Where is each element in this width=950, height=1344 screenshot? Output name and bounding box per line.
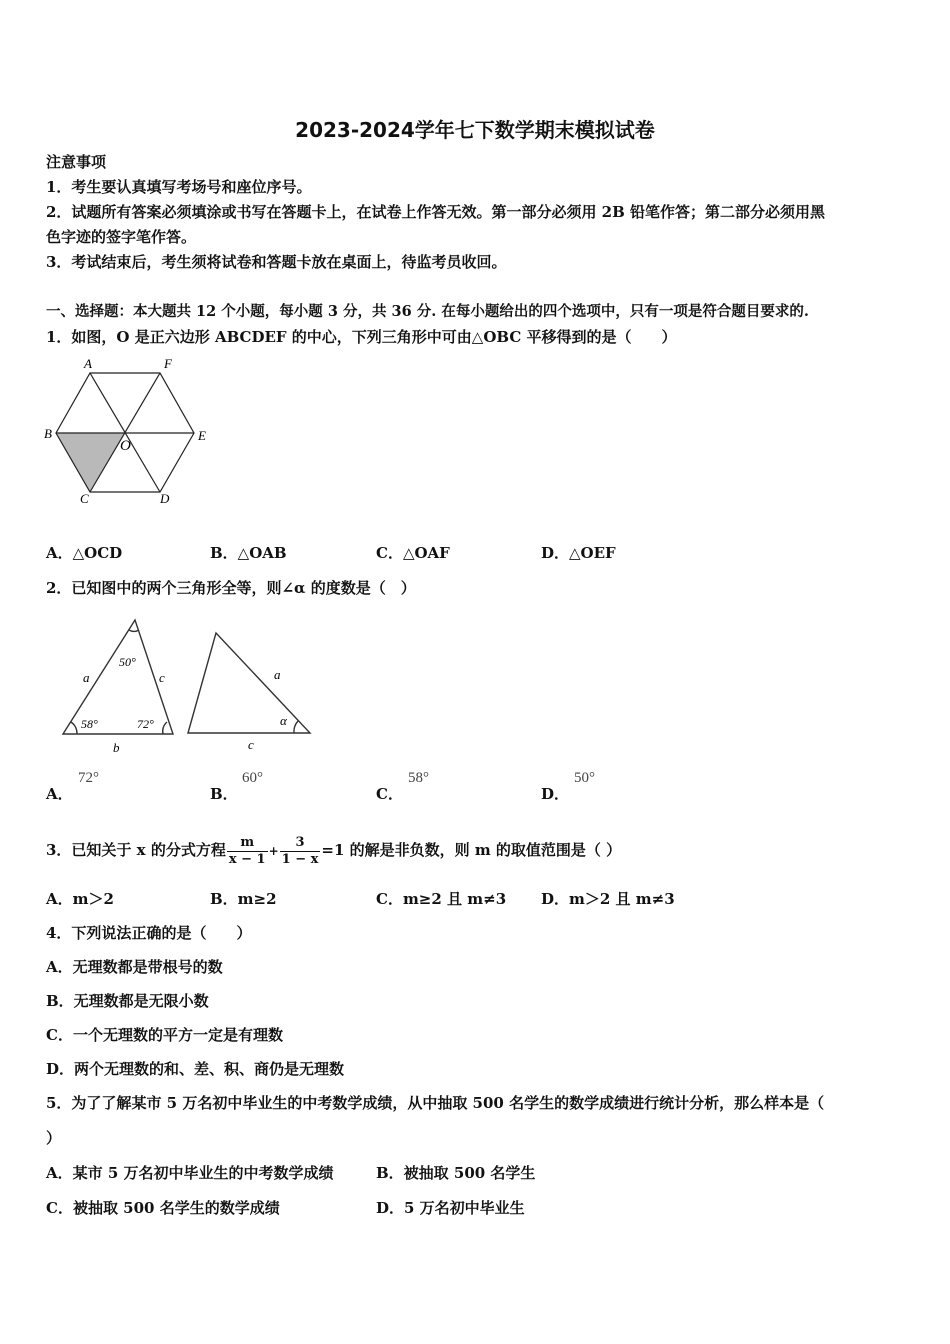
q4-option-d: D．两个无理数的和、差、积、商仍是无理数	[46, 1060, 345, 1078]
q5-stem-end: ）	[46, 1129, 62, 1147]
q2-stem: 2．已知图中的两个三角形全等，则∠α 的度数是（ ）	[46, 579, 416, 597]
q2-value-a: 72°	[78, 770, 99, 786]
label-f: F	[164, 356, 172, 371]
q2-value-d: 50°	[574, 770, 595, 786]
fig1-angle-top: 50°	[119, 655, 136, 669]
fig2-side-c: c	[248, 737, 254, 752]
q5-option-c: C．被抽取 500 名学生的数学成绩	[46, 1199, 280, 1217]
label-d: D	[160, 491, 170, 506]
q1-stem: 1．如图，O 是正六边形 ABCDEF 的中心，下列三角形中可由△OBC 平移得到的是（ ）	[46, 328, 677, 346]
label-b: B	[44, 426, 52, 441]
q2-option-d: D．	[541, 785, 570, 803]
fig1-side-a: a	[83, 670, 90, 685]
label-e: E	[198, 428, 206, 443]
fig2-side-a: a	[274, 667, 281, 682]
hexagon-figure	[42, 355, 220, 510]
page-title: 2023-2024学年七下数学期末模拟试卷	[295, 118, 655, 142]
fig2-angle-alpha: α	[280, 713, 287, 728]
q1-option-c: C．△OAF	[376, 544, 450, 562]
q3-fraction-2: $\frac{3}{1 - x}$	[281, 834, 319, 867]
q2-option-a: A．	[46, 785, 73, 803]
q4-option-c: C．一个无理数的平方一定是有理数	[46, 1026, 283, 1044]
notice-item: 色字迹的签字笔作答。	[46, 228, 197, 246]
label-c: C	[80, 491, 89, 506]
q2-value-b: 60°	[242, 770, 263, 786]
q5-option-b: B．被抽取 500 名学生	[376, 1164, 536, 1182]
q3-stem: 3．已知关于 x 的分式方程 $\frac{m}{x - 1}$ + $\frac{3}{1 - x}$ =1 的解是非负数，则 m 的取值范围是（ ）	[46, 834, 622, 867]
q2-option-b: B．	[210, 785, 238, 803]
shaded-triangle-obc	[56, 433, 125, 492]
q2-option-c: C．	[376, 785, 403, 803]
notice-item: 3．考试结束后，考生须将试卷和答题卡放在桌面上，待监考员收回。	[46, 253, 507, 271]
q3-option-d: D．m＞2 且 m≠3	[541, 890, 675, 908]
notice-item: 2．试题所有答案必须填涂或书写在答题卡上，在试卷上作答无效。第一部分必须用 2B 铅笔作答；第二部分必须用黑	[46, 203, 826, 221]
q2-value-c: 58°	[408, 770, 429, 786]
q1-option-a: A．△OCD	[46, 544, 123, 562]
q3-option-c: C．m≥2 且 m≠3	[376, 890, 507, 908]
q1-option-b: B．△OAB	[210, 544, 287, 562]
q3-prefix: 3．已知关于 x 的分式方程	[46, 841, 226, 859]
fig1-side-b: b	[113, 740, 120, 755]
fig1-angle-left: 58°	[81, 717, 98, 731]
triangle-figure-1	[55, 612, 185, 757]
section-heading: 一、选择题：本大题共 12 个小题，每小题 3 分，共 36 分. 在每小题给出的四个选项中，只有一项是符合题目要求的.	[46, 303, 809, 320]
label-a: A	[84, 356, 92, 371]
fig1-side-c: c	[159, 670, 165, 685]
q3-fraction-1: $\frac{m}{x - 1}$	[228, 834, 266, 867]
notice-item: 1．考生要认真填写考场号和座位序号。	[46, 178, 312, 196]
q5-option-d: D．5 万名初中毕业生	[376, 1199, 525, 1217]
triangle-figure-2	[182, 625, 317, 755]
q3-option-b: B．m≥2	[210, 890, 277, 908]
notice-heading: 注意事项	[46, 153, 107, 171]
q1-option-d: D．△OEF	[541, 544, 616, 562]
q4-stem: 4．下列说法正确的是（ ）	[46, 924, 252, 942]
q4-option-b: B．无理数都是无限小数	[46, 992, 209, 1010]
q5-option-a: A．某市 5 万名初中毕业生的中考数学成绩	[46, 1164, 334, 1182]
label-o: O	[120, 438, 131, 454]
q3-option-a: A．m＞2	[46, 890, 114, 908]
fig1-angle-right: 72°	[137, 717, 154, 731]
q5-stem: 5．为了了解某市 5 万名初中毕业生的中考数学成绩，从中抽取 500 名学生的数学成绩进行统计分析，那么样本是（	[46, 1094, 825, 1112]
q4-option-a: A．无理数都是带根号的数	[46, 958, 223, 976]
q3-suffix: =1 的解是非负数，则 m 的取值范围是（ ）	[321, 841, 622, 859]
